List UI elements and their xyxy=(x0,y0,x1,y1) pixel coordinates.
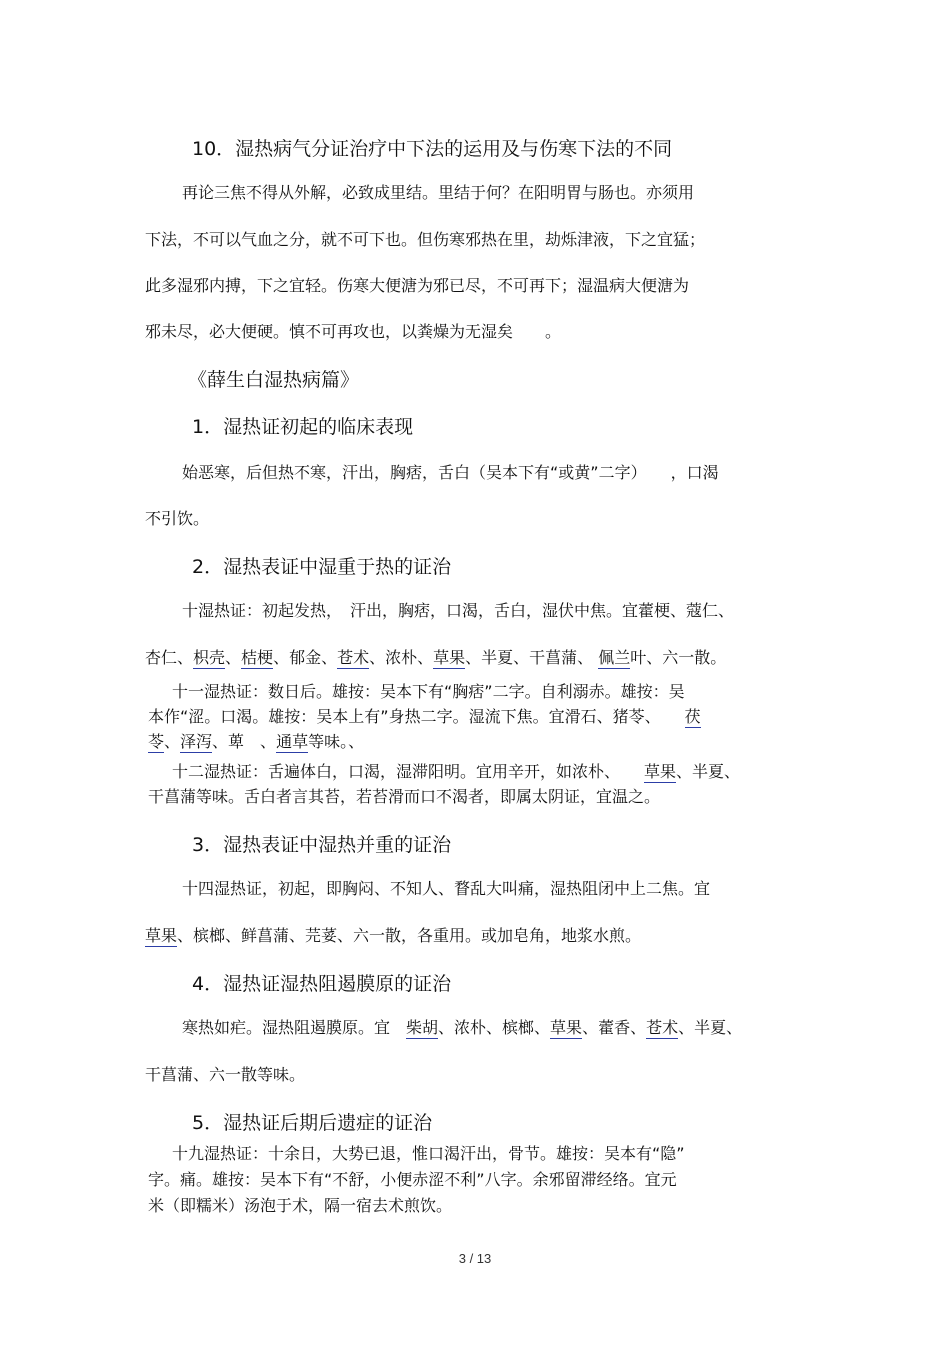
herb-link[interactable]: 苓 xyxy=(148,732,165,751)
paragraph-line: 杏仁、枳壳、桔梗、郁金、苍术、浓朴、草果、半夏、干菖蒲、 佩兰叶、六一散。 xyxy=(145,648,727,667)
paragraph-line: 十湿热证：初起发热， 汗出，胸痞，口渴，舌白，湿伏中焦。宜藿梗、蔻仁、 xyxy=(182,601,735,620)
paragraph-line: 不引饮。 xyxy=(145,509,210,528)
paragraph-line: 本作“涩。口渴。雄按：吴本上有”身热二字。湿流下焦。宜滑石、猪苓、 茯 xyxy=(148,707,701,726)
section-5-heading: 5．湿热证后期后遗症的证治 xyxy=(192,1112,433,1134)
paragraph-line: 十九湿热证：十余日，大势已退，惟口渴汗出，骨节。雄按：吴本有“隐” xyxy=(172,1144,685,1163)
paragraph-line: 十四湿热证，初起，即胸闷、不知人、瞀乱大叫痛，湿热阻闭中上二焦。宜 xyxy=(182,879,711,898)
paragraph-line: 干菖蒲等味。舌白者言其苔，若苔滑而口不渴者，即属太阴证，宜温之。 xyxy=(148,787,661,806)
paragraph-line: 寒热如疟。湿热阻遏膜原。宜 柴胡、浓朴、槟榔、草果、藿香、苍术、半夏、 xyxy=(182,1018,743,1037)
herb-link[interactable]: 通草 xyxy=(276,732,309,751)
herb-link[interactable]: 茯 xyxy=(684,707,701,726)
herb-link[interactable]: 佩兰 xyxy=(598,648,631,667)
herb-link[interactable]: 苍术 xyxy=(646,1018,679,1037)
paragraph-line: 此多湿邪内搏，下之宜轻。伤寒大便溏为邪已尽，不可再下；湿温病大便溏为 xyxy=(145,276,690,295)
paragraph-line: 十一湿热证：数日后。雄按：吴本下有“胸痞”二字。自利溺赤。雄按：吴 xyxy=(172,682,685,701)
paragraph-line: 再论三焦不得从外解，必致成里结。里结于何？在阳明胃与肠也。亦须用 xyxy=(182,183,695,202)
paragraph-line: 始恶寒，后但热不寒，汗出，胸痞，舌白（吴本下有“或黄”二字） ，口渴 xyxy=(182,463,719,482)
section-4-heading: 4．湿热证湿热阻遏膜原的证治 xyxy=(192,973,452,995)
herb-link[interactable]: 草果 xyxy=(433,648,466,667)
paragraph-line: 干菖蒲、六一散等味。 xyxy=(145,1065,306,1084)
section-10-heading: 10．湿热病气分证治疗中下法的运用及与伤寒下法的不同 xyxy=(192,138,673,160)
page-number: 3 / 13 xyxy=(458,1251,492,1266)
herb-link[interactable]: 草果 xyxy=(644,762,677,781)
section-1-heading: 1．湿热证初起的临床表现 xyxy=(192,416,414,438)
paragraph-line: 字。痛。雄按：吴本下有“不舒，小便赤涩不利”八字。余邪留滞经络。宜元 xyxy=(148,1170,677,1189)
paragraph-line: 十二湿热证：舌遍体白，口渴，湿滞阳明。宜用辛开，如浓朴、 草果、半夏、 xyxy=(172,762,741,781)
paragraph-line: 邪未尽，必大便硬。慎不可再攻也，以粪燥为无湿矣 。 xyxy=(145,322,562,341)
section-3-heading: 3．湿热表证中湿热并重的证治 xyxy=(192,834,452,856)
herb-link[interactable]: 泽泻 xyxy=(180,732,213,751)
paragraph-line: 草果、槟榔、鲜菖蒲、芫荽、六一散，各重用。或加皂角，地浆水煎。 xyxy=(145,926,642,945)
herb-link[interactable]: 柴胡 xyxy=(406,1018,439,1037)
herb-link[interactable]: 桔梗 xyxy=(241,648,274,667)
herb-link[interactable]: 枳壳 xyxy=(193,648,226,667)
paragraph-line: 米（即糯米）汤泡于术，隔一宿去术煎饮。 xyxy=(148,1196,453,1215)
paragraph-line: 下法，不可以气血之分，就不可下也。但伤寒邪热在里，劫烁津液，下之宜猛； xyxy=(145,230,706,249)
book-title: 《薛生白湿热病篇》 xyxy=(188,369,360,391)
herb-link[interactable]: 草果 xyxy=(145,926,178,945)
herb-link[interactable]: 苍术 xyxy=(337,648,370,667)
paragraph-line: 苓、泽泻、萆 、通草等味。、 xyxy=(148,732,365,751)
herb-link[interactable]: 草果 xyxy=(550,1018,583,1037)
section-2-heading: 2．湿热表证中湿重于热的证治 xyxy=(192,556,452,578)
